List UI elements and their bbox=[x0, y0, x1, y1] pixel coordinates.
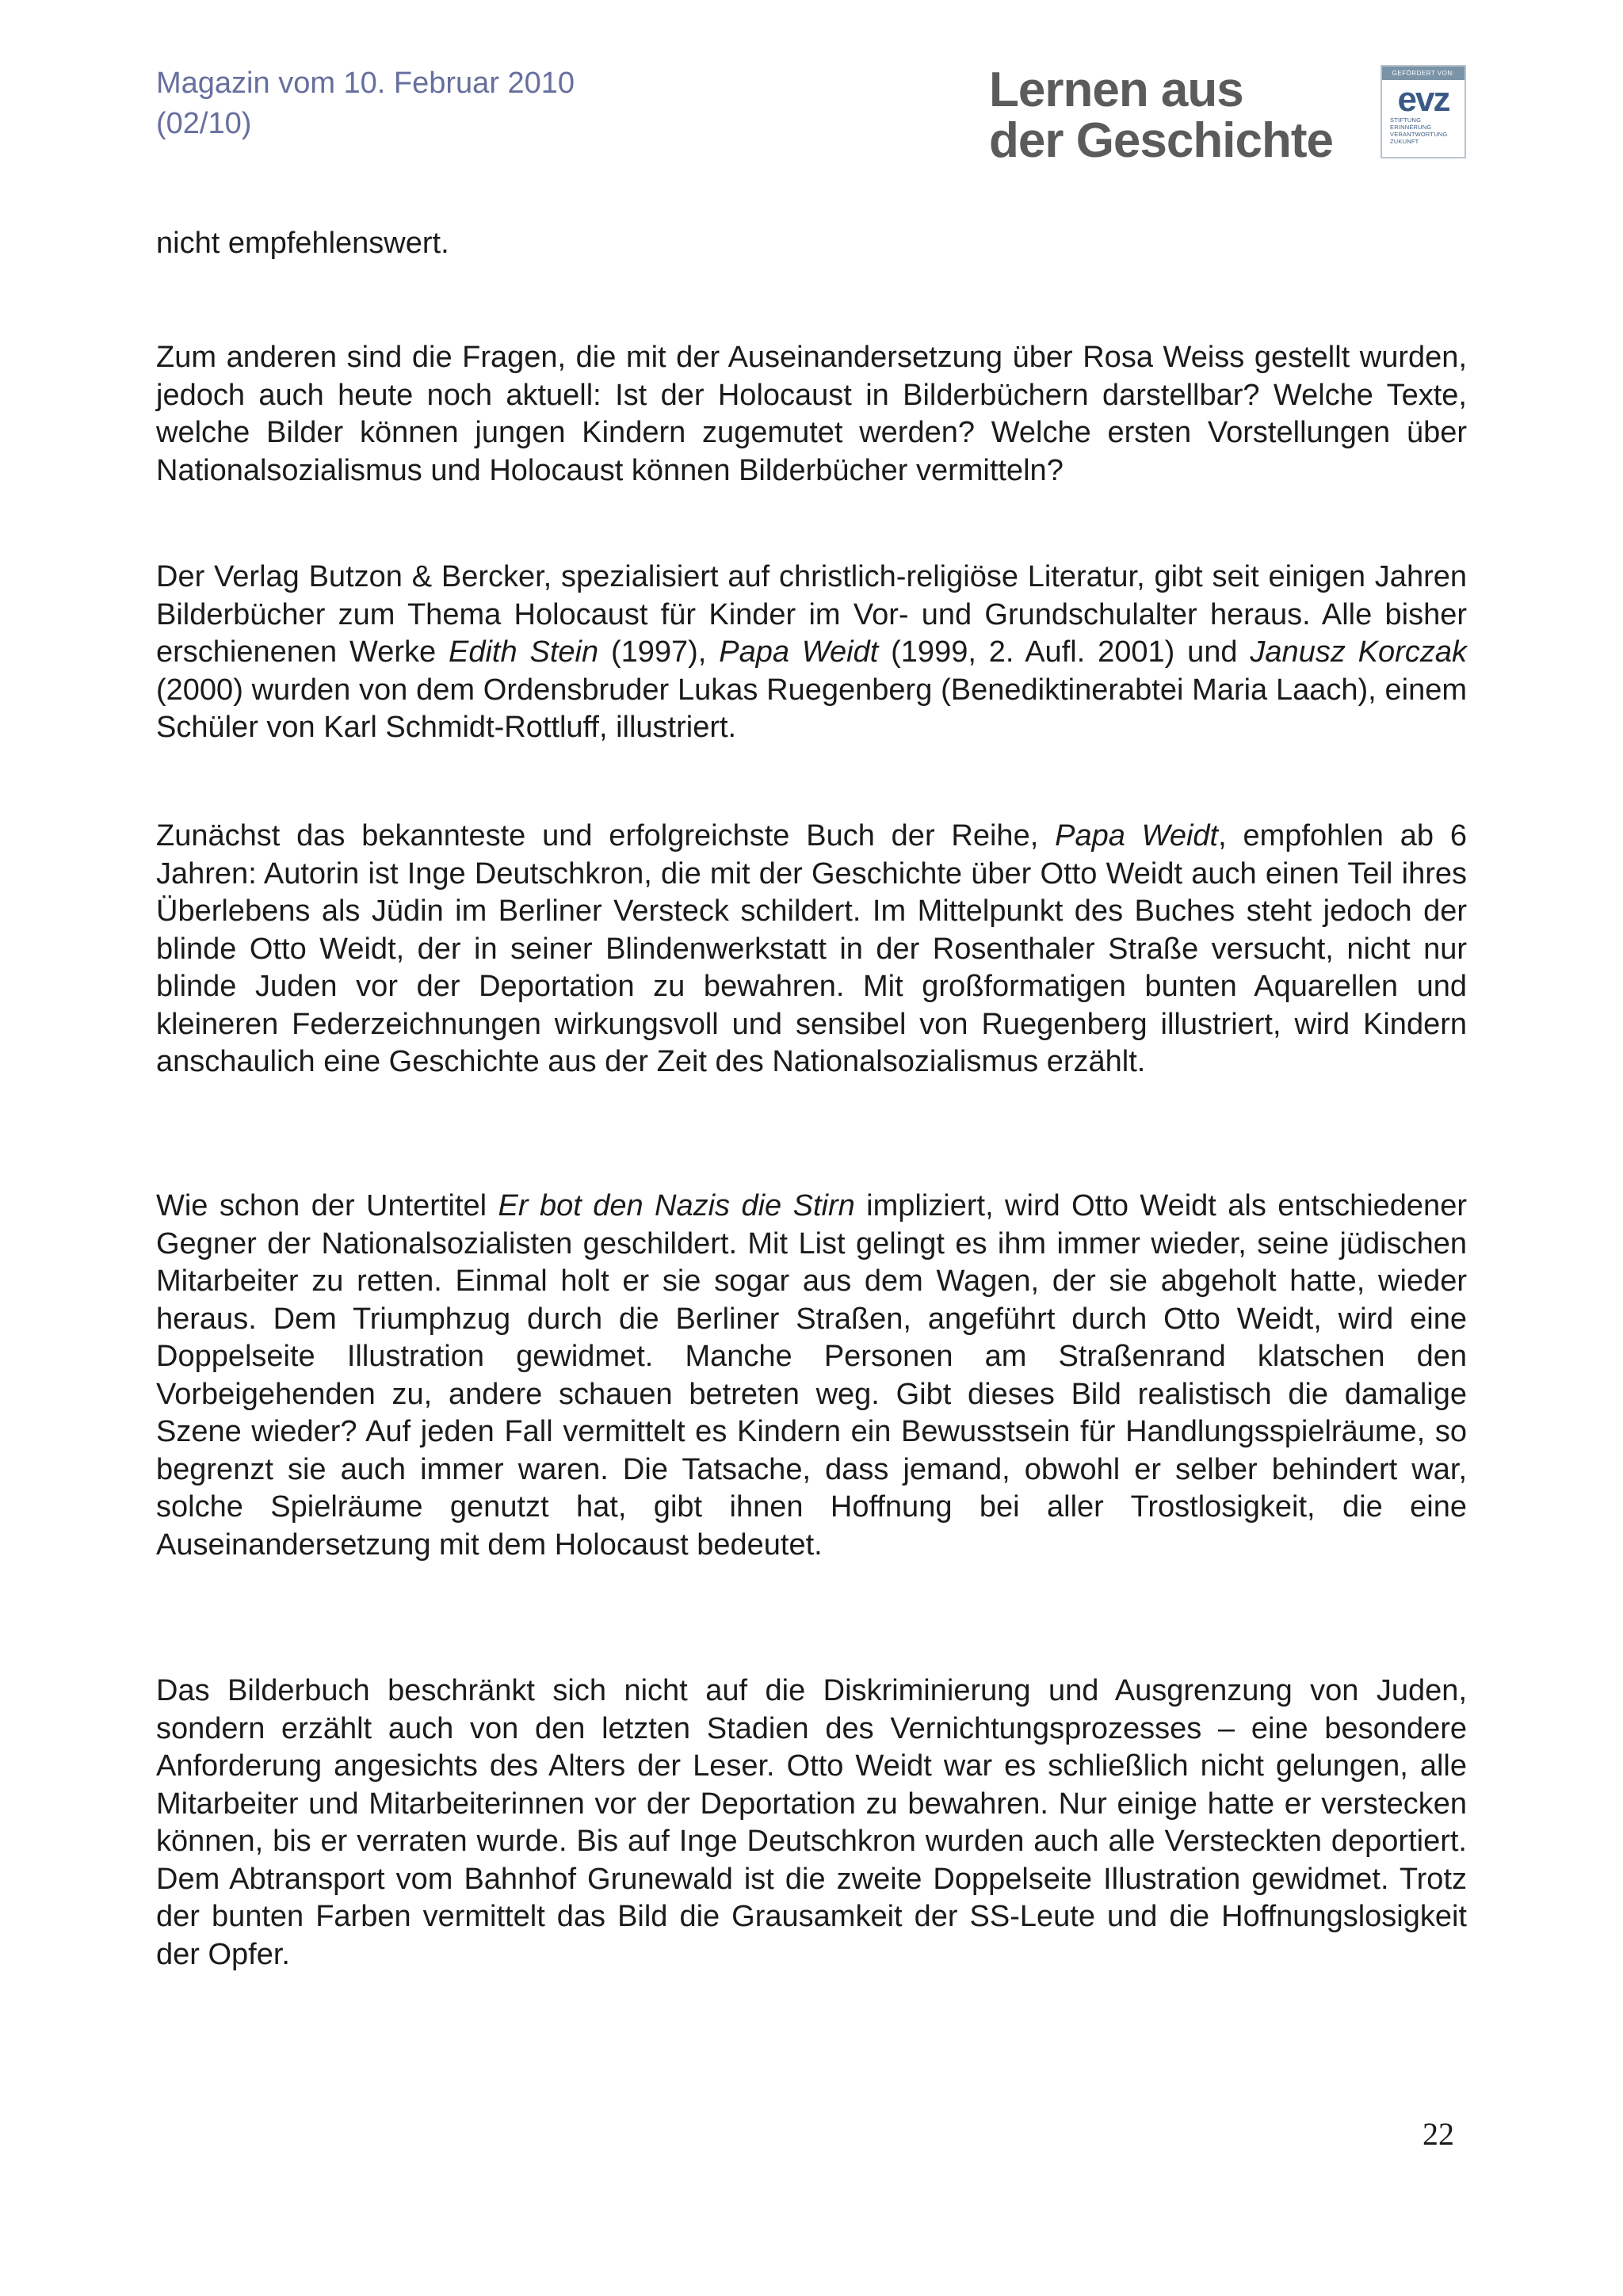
evz-sub-line: STIFTUNG bbox=[1390, 116, 1422, 124]
book-subtitle: Er bot den Nazis die Stirn bbox=[498, 1189, 855, 1222]
text-run: Zunächst das bekannteste und erfolgreichste Buch der Reihe, bbox=[156, 819, 1056, 852]
text-run: Wie schon der Untertitel bbox=[156, 1189, 498, 1222]
page-number: 22 bbox=[1423, 2116, 1454, 2152]
evz-badge-top: GEFÖRDERT VON: bbox=[1382, 67, 1465, 80]
evz-logo-icon: evz bbox=[1397, 80, 1449, 119]
evz-sub-line: VERANTWORTUNG bbox=[1390, 131, 1448, 138]
paragraph-0: nicht empfehlenswert. bbox=[156, 227, 449, 260]
evz-funding-badge bbox=[1381, 65, 1466, 158]
paragraph-2 bbox=[156, 559, 1467, 747]
magazine-issue-line: (02/10) bbox=[156, 107, 252, 140]
brand-line-1: Lernen aus bbox=[989, 63, 1243, 117]
paragraph-4 bbox=[156, 1188, 1467, 1564]
magazine-date bbox=[156, 63, 575, 144]
brand-line-2: der Geschichte bbox=[989, 113, 1333, 168]
text-run: (1999, 2. Aufl. 2001) und bbox=[878, 635, 1251, 669]
text-run: impliziert, wird Otto Weidt als entschiedener Gegner der Nationalsozialisten geschildert. Mit List gelingt es ihm immer wieder, seine jüdischen Mitarbeiter zu retten. Einmal holt er sie sogar aus dem Wagen, der sie abgeholt hatte, wieder heraus. Dem Triumphzug durch die Berliner Straßen, angeführt durch Otto Weidt, wird eine Doppelseite Illustration gewidmet. Manche Personen am Straßenrand klatschen den Vorbeigehenden zu, andere schauen betreten weg. Gibt dieses Bild realistisch die damalige Szene wieder? Auf jeden Fall vermittelt es Kindern ein Bewusstsein für Handlungsspielräume, so begrenzt sie auch immer waren. Die Tatsache, dass jemand, obwohl er selber behindert war, solche Spielräume genutzt hat, gibt ihnen Hoffnung bei aller Trostlosigkeit, die eine Auseinandersetzung mit dem Holocaust bedeutet. bbox=[156, 1189, 1467, 1562]
text-run: , empfohlen ab 6 Jahren: Autorin ist Inge Deutschkron, die mit der Geschichte über Otto Weidt auch einen Teil ihres Überlebens als Jüdin im Berliner Versteck schildert. Im Mittelpunkt des Buches steht jedoch der blinde Otto Weidt, der in seiner Blindenwerkstatt in der Rosenthaler Straße versucht, nicht nur blinde Juden vor der Deportation zu bewahren. Mit großformatigen bunten Aquarellen und kleineren Federzeichnungen wirkungsvoll und sensibel von Ruegenberg illustriert, wird Kindern anschaulich eine Geschichte aus der Zeit des Nationalsozialismus erzählt. bbox=[156, 819, 1467, 1078]
book-title: Papa Weidt bbox=[1055, 819, 1219, 852]
evz-sub-line: ERINNERUNG bbox=[1390, 124, 1432, 131]
paragraph-1: Zum anderen sind die Fragen, die mit der Auseinandersetzung über Rosa Weiss gestellt wurden, jedoch auch heute noch aktuell: Ist der Holocaust in Bilderbüchern darstellbar? Welche Texte, welche Bilder können jungen Kindern zugemutet werden? Welche ersten Vorstellungen über Nationalsozialismus und Holocaust können Bilderbücher vermitteln? bbox=[156, 341, 1467, 487]
paragraph-3 bbox=[156, 818, 1467, 1081]
evz-sub-line: ZUKUNFT bbox=[1390, 138, 1419, 145]
text-run: (1997), bbox=[598, 635, 720, 669]
brand-logo bbox=[989, 65, 1333, 166]
paragraph-5: Das Bilderbuch beschränkt sich nicht auf die Diskriminierung und Ausgrenzung von Juden, sondern erzählt auch von den letzten Stadien des Vernichtungsprozesses – eine besondere Anforderung angesichts des Alters der Leser. Otto Weidt war es schließlich nicht gelungen, alle Mitarbeiter und Mitarbeiterinnen vor der Deportation zu bewahren. Nur einige hatte er verstecken können, bis er verraten wurde. Bis auf Inge Deutschkron wurden auch alle Versteckten deportiert. Dem Abtransport vom Bahnhof Grunewald ist die zweite Doppelseite Illustration gewidmet. Trotz der bunten Farben vermittelt das Bild die Grausamkeit der SS-Leute und die Hoffnungslosigkeit der Opfer. bbox=[156, 1674, 1467, 1971]
text-run: Der Verlag Butzon & Bercker, spezialisiert auf christlich-religiöse Literatur, gibt seit einigen Jahren Bilderbücher zum Thema Holocaust für Kinder im Vor- und Grundschulalter heraus. Alle bisher erschienenen Werke bbox=[156, 560, 1467, 669]
book-title: Edith Stein bbox=[449, 635, 599, 669]
book-title: Papa Weidt bbox=[719, 635, 879, 669]
text-run: (2000) wurden von dem Ordensbruder Lukas Ruegenberg (Benediktinerabtei Maria Laach), einem Schüler von Karl Schmidt-Rottluff, illustriert. bbox=[156, 673, 1467, 744]
magazine-date-line: Magazin vom 10. Februar 2010 bbox=[156, 67, 575, 100]
book-title: Janusz Korczak bbox=[1250, 635, 1467, 669]
